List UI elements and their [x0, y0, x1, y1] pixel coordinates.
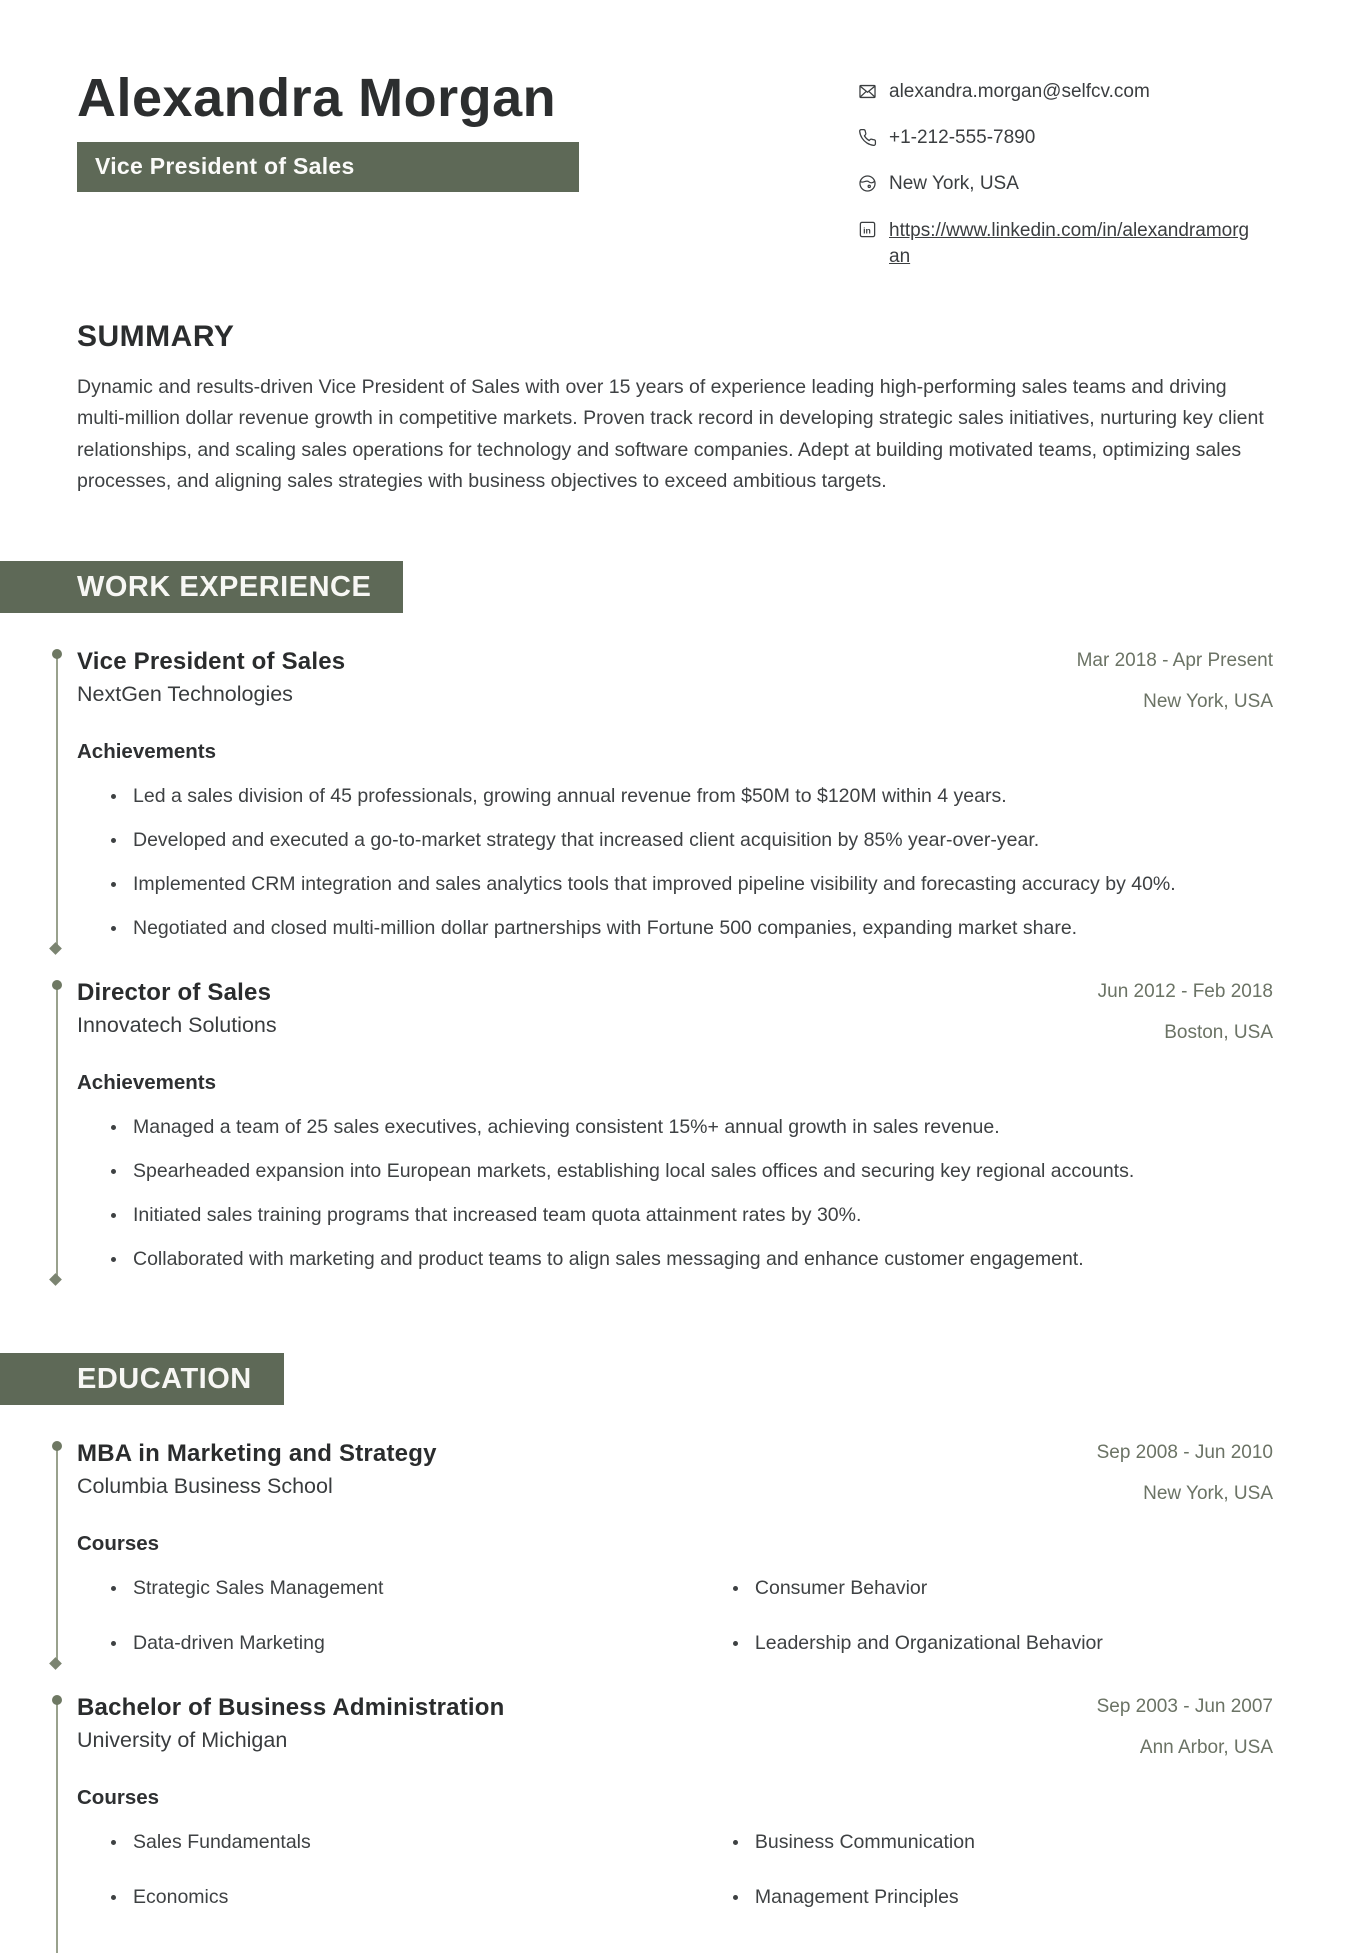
achievement-item: Developed and executed a go-to-market strategy that increased client acquisition by 85% year-over-year.	[77, 825, 1273, 856]
course-item: Economics	[77, 1882, 699, 1913]
achievements-label: Achievements	[77, 1071, 217, 1095]
contact-location: New York, USA	[889, 173, 1019, 194]
achievements-list	[77, 781, 1273, 944]
course-item: Sales Fundamentals	[77, 1827, 699, 1858]
achievement-item: Spearheaded expansion into European markets, establishing local sales offices and securing key regional accounts.	[77, 1156, 1273, 1187]
achievement-item: Led a sales division of 45 professionals, growing annual revenue from $50M to $120M within 4 years.	[77, 781, 1273, 812]
school-name: University of Michigan	[77, 1728, 288, 1753]
location-globe-icon	[858, 172, 877, 199]
timeline-end-diamond	[49, 1273, 62, 1286]
education-heading: EDUCATION	[77, 1362, 252, 1395]
achievement-item: Collaborated with marketing and product teams to align sales messaging and enhance customer engagement.	[77, 1244, 1273, 1275]
timeline-start-dot	[52, 649, 62, 659]
job-location: Boston, USA	[1164, 1022, 1273, 1044]
job-entry	[57, 647, 1273, 944]
timeline-start-dot	[52, 1441, 62, 1451]
contact-email-row	[858, 80, 1295, 107]
summary-text: Dynamic and results-driven Vice President of Sales with over 15 years of experience leading high-performing sales teams and driving multi-million dollar revenue growth in competitive markets. Proven track record in developing strategic sales initiatives, nurturing key client relationships, and scaling sales operations for technology and software companies. Adept at building motivated teams, optimizing sales processes, and aligning sales strategies with business objectives to exceed ambitious targets.	[77, 375, 1264, 493]
job-header	[77, 978, 1273, 1047]
course-item: Leadership and Organizational Behavior	[699, 1628, 1273, 1659]
linkedin-link[interactable]: https://www.linkedin.com/in/alexandramorgan	[889, 220, 1250, 267]
linkedin-icon	[858, 218, 877, 245]
achievements-list	[77, 1112, 1273, 1275]
job-title: Vice President of Sales	[77, 648, 346, 676]
contact-linkedin-row	[858, 218, 1295, 270]
courses-label: Courses	[77, 1532, 160, 1556]
education-section-bar	[0, 1353, 284, 1405]
work-experience-section-bar	[0, 561, 403, 613]
achievement-item: Managed a team of 25 sales executives, achieving consistent 15%+ annual growth in sales revenue.	[77, 1112, 1273, 1143]
timeline-start-dot	[52, 980, 62, 990]
contact-phone: +1-212-555-7890	[889, 127, 1036, 148]
degree-title: MBA in Marketing and Strategy	[77, 1440, 437, 1468]
contact-location-row	[858, 172, 1295, 199]
course-item: Business Communication	[699, 1827, 1273, 1858]
courses-label: Courses	[77, 1786, 160, 1810]
svg-text:in: in	[863, 225, 871, 236]
courses-list	[77, 1827, 1273, 1913]
summary-section	[77, 320, 1273, 498]
job-title-badge: Vice President of Sales	[77, 142, 579, 192]
education-entry	[57, 1693, 1273, 1913]
email-icon	[858, 80, 877, 107]
education-location: Ann Arbor, USA	[1139, 1737, 1273, 1759]
header	[77, 0, 1295, 267]
course-item: Management Principles	[699, 1882, 1273, 1913]
contact-phone-row	[858, 126, 1295, 153]
education-date: Sep 2003 - Jun 2007	[1096, 1696, 1273, 1718]
job-date: Jun 2012 - Feb 2018	[1097, 981, 1273, 1003]
achievement-item: Negotiated and closed multi-million dollar partnerships with Fortune 500 companies, expanding market share.	[77, 913, 1273, 944]
timeline-line	[56, 988, 58, 1279]
achievement-item: Initiated sales training programs that increased team quota attainment rates by 30%.	[77, 1200, 1273, 1231]
timeline-line	[56, 657, 58, 948]
job-company: NextGen Technologies	[77, 682, 293, 707]
job-entry	[57, 978, 1273, 1275]
degree-title: Bachelor of Business Administration	[77, 1694, 505, 1722]
courses-list	[77, 1573, 1273, 1659]
education-entries	[57, 1439, 1273, 1913]
course-item: Data-driven Marketing	[77, 1628, 699, 1659]
course-item: Strategic Sales Management	[77, 1573, 699, 1604]
candidate-name: Alexandra Morgan	[77, 68, 557, 128]
timeline-end-diamond	[49, 1657, 62, 1670]
education-entry	[57, 1439, 1273, 1659]
achievements-label: Achievements	[77, 740, 217, 764]
timeline-start-dot	[52, 1695, 62, 1705]
timeline-end-diamond	[49, 942, 62, 955]
education-header	[77, 1439, 1273, 1508]
education-header	[77, 1693, 1273, 1762]
work-experience-heading: WORK EXPERIENCE	[77, 570, 372, 603]
work-experience-entries	[57, 647, 1273, 1275]
job-header	[77, 647, 1273, 716]
job-title: Director of Sales	[77, 979, 272, 1007]
job-location: New York, USA	[1143, 691, 1273, 713]
contact-block	[858, 80, 1295, 289]
education-location: New York, USA	[1143, 1483, 1273, 1505]
job-company: Innovatech Solutions	[77, 1013, 277, 1038]
timeline-line	[56, 1449, 58, 1663]
course-item: Consumer Behavior	[699, 1573, 1273, 1604]
summary-heading: SUMMARY	[77, 319, 235, 353]
school-name: Columbia Business School	[77, 1474, 333, 1499]
achievement-item: Implemented CRM integration and sales analytics tools that improved pipeline visibility and forecasting accuracy by 40%.	[77, 869, 1273, 900]
timeline-line	[56, 1703, 58, 1953]
contact-email: alexandra.morgan@selfcv.com	[889, 81, 1150, 102]
phone-icon	[858, 126, 877, 153]
job-date: Mar 2018 - Apr Present	[1076, 650, 1273, 672]
education-date: Sep 2008 - Jun 2010	[1096, 1442, 1273, 1464]
